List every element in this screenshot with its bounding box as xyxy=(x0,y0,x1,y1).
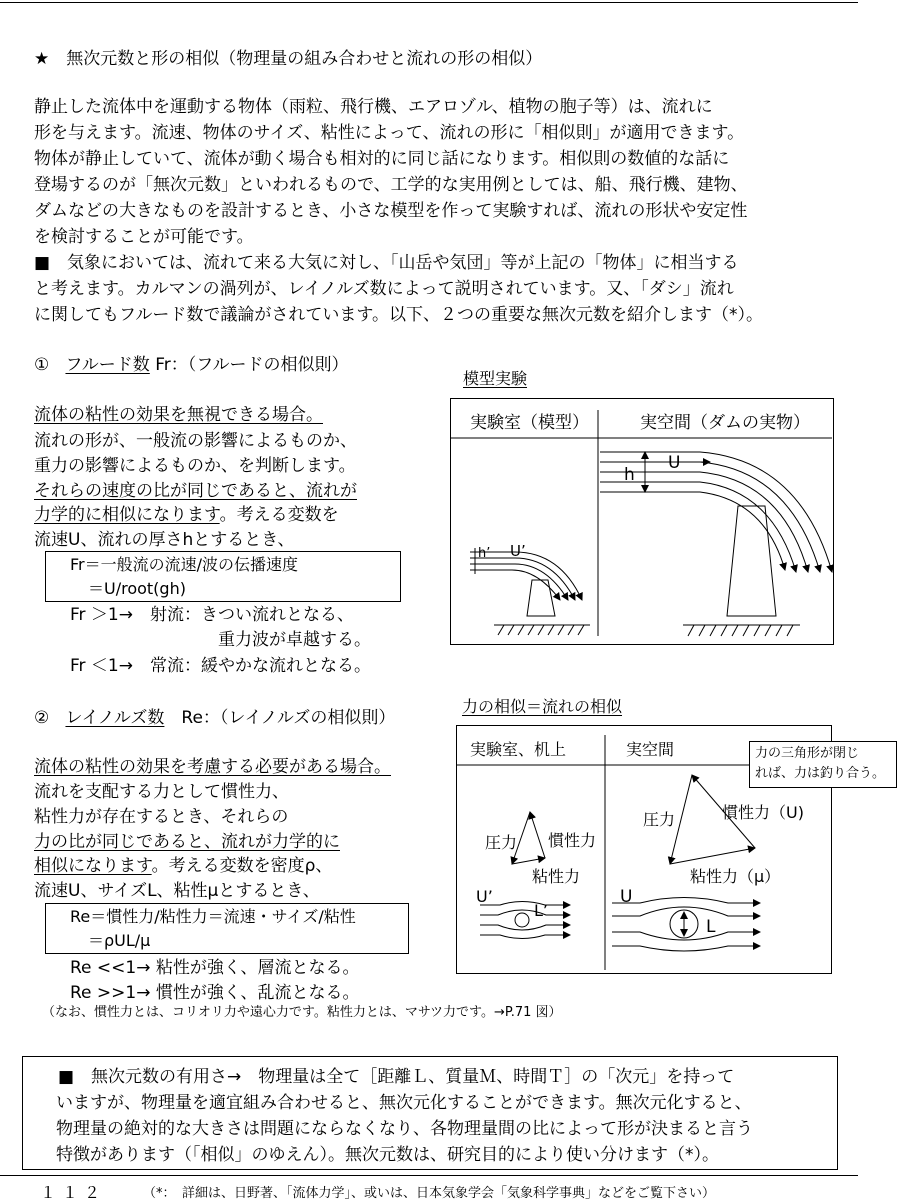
reynolds-result: Re <<1→ 粘性が強く、層流となる。 xyxy=(70,958,360,978)
froude-emphasis: 力学的に相似になります xyxy=(34,505,220,525)
intro-line: ■ 気象においては、流れて来る大気に対し、「山岳や気団」等が上記の「物体」に相当する xyxy=(34,253,739,273)
summary-line: ■ 無次元数の有用さ→ 物理量は全て［距離Ｌ、質量Ｍ、時間Ｔ］の「次元」を持って xyxy=(58,1067,735,1087)
intro-line: に関してもフルード数で議論がされています。以下、２つの重要な無次元数を紹介します（*）。 xyxy=(34,305,763,325)
froude-text: 。考える変数を xyxy=(219,505,339,525)
reynolds-line: 力の比が同じであると、流れが力学的に xyxy=(34,832,340,852)
fig2-callout-line: 力の三角形が閉じ xyxy=(755,746,860,761)
froude-line: 流れの形が、一般流の影響によるものか、 xyxy=(34,431,357,451)
fig1-u-label: U xyxy=(668,453,681,473)
section-number: ① xyxy=(34,355,50,375)
froude-result: Fr ＜1→ 常流：緩やかな流れとなる。 xyxy=(70,656,371,676)
intro-line: を検討することが可能です。 xyxy=(34,227,254,247)
intro-line: 登場するのが「無次元数」といわれるもので、工学的な実用例としては、船、飛行機、建物、 xyxy=(34,175,748,195)
fig1-small-u-label: U’ xyxy=(510,542,526,560)
reynolds-formula: ＝ρUL/μ xyxy=(88,931,151,950)
intro-line: 形を与えます。流速、物体のサイズ、粘性によって、流れの形に「相似則」が適用できます。 xyxy=(34,123,745,143)
froude-condition: 流体の粘性の効果を無視できる場合。 xyxy=(34,405,323,425)
froude-line: 重力の影響によるものか、を判断します。 xyxy=(34,456,356,476)
fig2-l-small: L’ xyxy=(534,901,548,920)
froude-subtitle: Fr：（フルードの相似則） xyxy=(149,355,349,375)
fig2-small-viscous: 粘性力 xyxy=(532,867,581,886)
reynolds-condition: 流体の粘性の効果を考慮する必要がある場合。 xyxy=(34,757,391,777)
reynolds-result: Re >>1→ 慣性が強く、乱流となる。 xyxy=(70,983,360,1003)
reynolds-text: 。考える変数を密度ρ、 xyxy=(151,856,333,876)
reynolds-name: レイノルズ数 xyxy=(65,708,165,728)
fig2-small-inertia: 慣性力 xyxy=(548,831,597,850)
reynolds-note: （なお、慣性力とは、コリオリ力や遠心力です。粘性力とは、マサツ力です。→P.71 図） xyxy=(42,1005,562,1020)
page-title: ★ 無次元数と形の相似（物理量の組み合わせと流れの形の相似） xyxy=(34,49,543,69)
fig1-h-label: h xyxy=(624,465,635,485)
froude-formula: Fr＝一般流の流速/波の伝播速度 xyxy=(70,555,299,574)
summary-line: いますが、物理量を適宜組み合わせると、無次元化することができます。無次元化すると、 xyxy=(56,1093,752,1113)
fig1-small-h-label: h’ xyxy=(478,546,491,561)
model-dam xyxy=(527,580,555,616)
reynolds-line: 流速U、サイズL、粘性μとするとき、 xyxy=(34,881,320,901)
intro-line: ダムなどの大きなものを設計するとき、小さな模型を作って実験すれば、流れの形状や安定性 xyxy=(34,201,748,221)
fig2-title: 力の相似＝流れの相似 xyxy=(462,697,623,716)
page-number: １１２ xyxy=(40,1183,107,1202)
fig2-big-viscous: 粘性力（μ） xyxy=(690,867,781,886)
fig2-l-big: L xyxy=(706,917,716,937)
fig2-u-small: U’ xyxy=(476,887,493,906)
froude-name: フルード数 xyxy=(65,355,150,375)
summary-line: 特徴があります（「相似」のゆえん）。無次元数は、研究目的により使い分けます（*）。 xyxy=(56,1145,719,1165)
fig2-right-label: 実空間 xyxy=(626,740,675,759)
froude-formula: ＝U/root(gh) xyxy=(88,579,186,598)
summary-line: 物理量の絶対的な大きさは問題にならなくなり、各物理量間の比によって形が決まると言う xyxy=(56,1119,753,1139)
fig2-left-label: 実験室、机上 xyxy=(470,740,567,759)
intro-line: 物体が静止していて、流体が動く場合も相対的に同じ話になります。相似則の数値的な話に xyxy=(34,149,730,169)
fig2-big-pressure: 圧力 xyxy=(643,810,676,829)
footnote: （*： 詳細は、日野著、「流体力学」、或いは、日本気象学会「気象科学事典」などをご覧下さい） xyxy=(143,1186,716,1201)
intro-line: 静止した流体中を運動する物体（雨粒、飛行機、エアロゾル、植物の胞子等）は、流れに xyxy=(34,97,713,117)
fig1-title: 模型実験 xyxy=(463,369,528,388)
fig2-small-pressure: 圧力 xyxy=(485,833,518,852)
froude-line: 流速U、流れの厚さhとするとき、 xyxy=(34,530,295,550)
real-dam xyxy=(727,506,776,616)
froude-result: 重力波が卓越する。 xyxy=(218,630,371,650)
reynolds-line: 粘性力が存在するとき、それらの xyxy=(34,807,289,827)
reynolds-emphasis: 相似になります xyxy=(34,856,152,876)
fig2-big-inertia: 慣性力（U) xyxy=(722,803,804,822)
froude-result: Fr ＞1→ 射流：きつい流れとなる、 xyxy=(70,605,354,625)
reynolds-formula: Re＝慣性力/粘性力＝流速・サイズ/粘性 xyxy=(70,907,356,926)
section-number: ② xyxy=(34,708,50,728)
reynolds-line: 流れを支配する力として慣性力、 xyxy=(34,782,289,802)
fig1-right-label: 実空間（ダムの実物） xyxy=(640,413,810,433)
froude-line: それらの速度の比が同じであると、流れが xyxy=(34,481,357,501)
reynolds-subtitle: Re：（レイノルズの相似則） xyxy=(164,708,396,728)
intro-line: と考えます。カルマンの渦列が、レイノルズ数によって説明されています。又、「ダシ」流れ xyxy=(34,279,734,299)
fig2-callout-line: れば、力は釣り合う。 xyxy=(755,766,886,781)
footer-rule xyxy=(0,1175,858,1176)
fig1-left-label: 実験室（模型） xyxy=(470,413,589,433)
summary-text xyxy=(58,1064,753,1168)
fig2-u-big: U xyxy=(620,887,633,907)
real-flow-lines xyxy=(600,452,832,572)
